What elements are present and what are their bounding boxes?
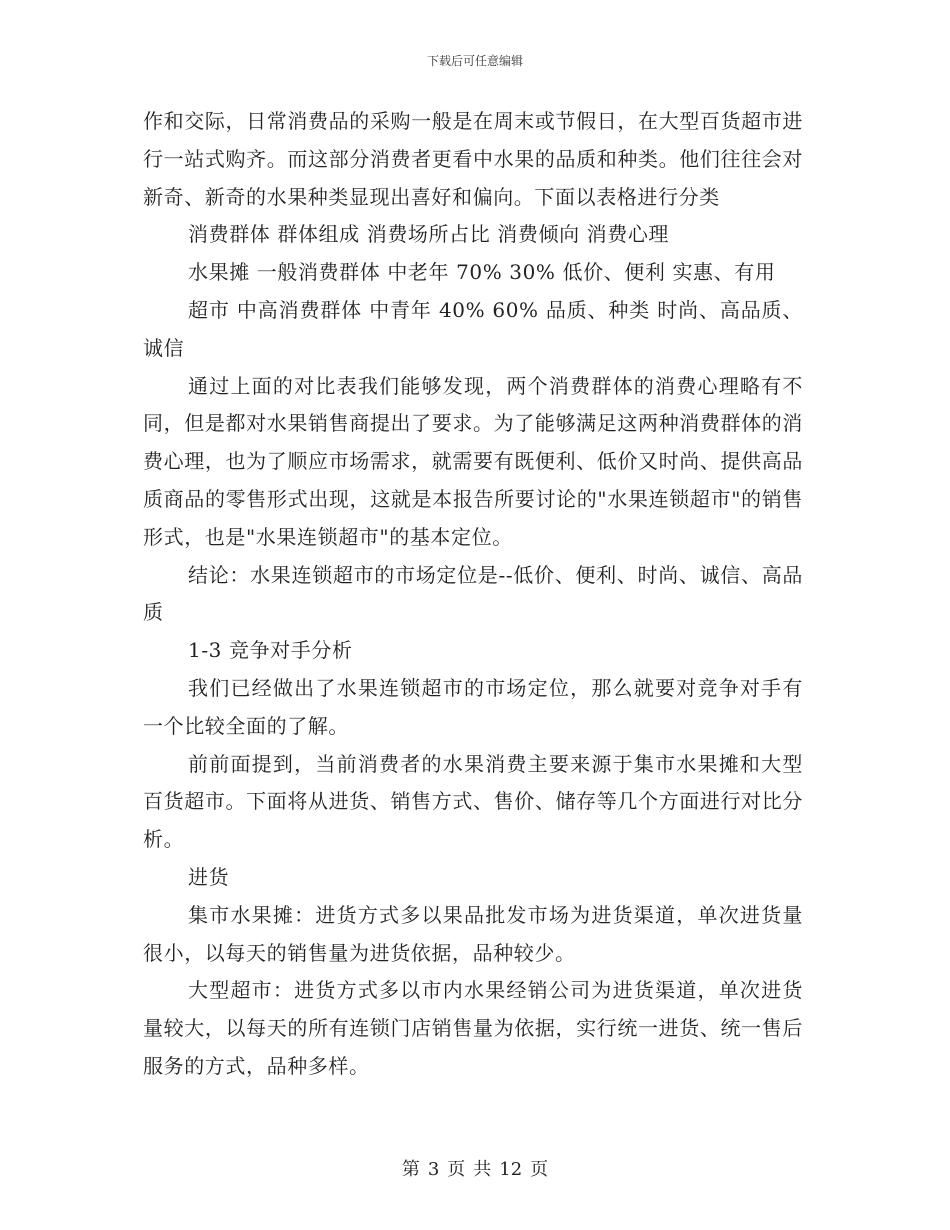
conclusion-paragraph: 结论：水果连锁超市的市场定位是--低价、便利、时尚、诚信、高品质: [143, 562, 803, 625]
paragraph: 大型超市：进货方式多以市内水果经销公司为进货渠道，单次进货量较大，以每天的所有连锁门店销售量为依据，实行统一进货、统一售后服务的方式，品种多样。: [143, 978, 803, 1078]
document-body: [143, 103, 803, 1086]
paragraph: 前前面提到，当前消费者的水果消费主要来源于集市水果摊和大型百货超市。下面将从进货、销售方式、售价、储存等几个方面进行对比分析。: [143, 751, 803, 852]
total-pages-number: 12: [499, 1159, 523, 1180]
current-page-number: 3: [427, 1159, 440, 1180]
footer-page-word: 页: [447, 1159, 466, 1180]
paragraph: 我们已经做出了水果连锁超市的市场定位，那么就要对竞争对手有一个比较全面的了解。: [143, 675, 803, 738]
page-header: 下载后可任意编辑: [426, 54, 523, 68]
subheading: 进货: [188, 864, 230, 889]
paragraph: 通过上面的对比表我们能够发现，两个消费群体的消费心理略有不同，但是都对水果销售商提出了要求。为了能够满足这两种消费群体的消费心理，也为了顺应市场需求，就需要有既便利、低价又时尚、提供高品质商品的零售形式出现，这就是本报告所要讨论的"水果连锁超市"的销售形式，也是"水果连锁超市"的基本定位。: [143, 373, 803, 549]
page-footer: [0, 1155, 950, 1181]
paragraph: 集市水果摊：进货方式多以果品批发市场为进货渠道，单次进货量很小，以每天的销售量为进货依据，品种较少。: [143, 902, 803, 965]
table-row-line: 超市 中高消费群体 中青年 40% 60% 品质、种类 时尚、高品质、诚信: [143, 297, 803, 360]
table-header-line: 消费群体 群体组成 消费场所占比 消费倾向 消费心理: [188, 222, 670, 247]
paragraph: 作和交际，日常消费品的采购一般是在周末或节假日，在大型百货超市进行一站式购齐。而这部分消费者更看中水果的品质和种类。他们往往会对新奇、新奇的水果种类显现出喜好和偏向。下面以表格进行分类: [143, 109, 803, 209]
footer-suffix: 页: [530, 1159, 549, 1180]
footer-total-word: 共: [473, 1159, 492, 1180]
table-row-line: 水果摊 一般消费群体 中老年 70% 30% 低价、便利 实惠、有用: [188, 260, 776, 285]
section-heading: 1-3 竞争对手分析: [188, 638, 353, 663]
footer-prefix: 第: [401, 1159, 420, 1180]
